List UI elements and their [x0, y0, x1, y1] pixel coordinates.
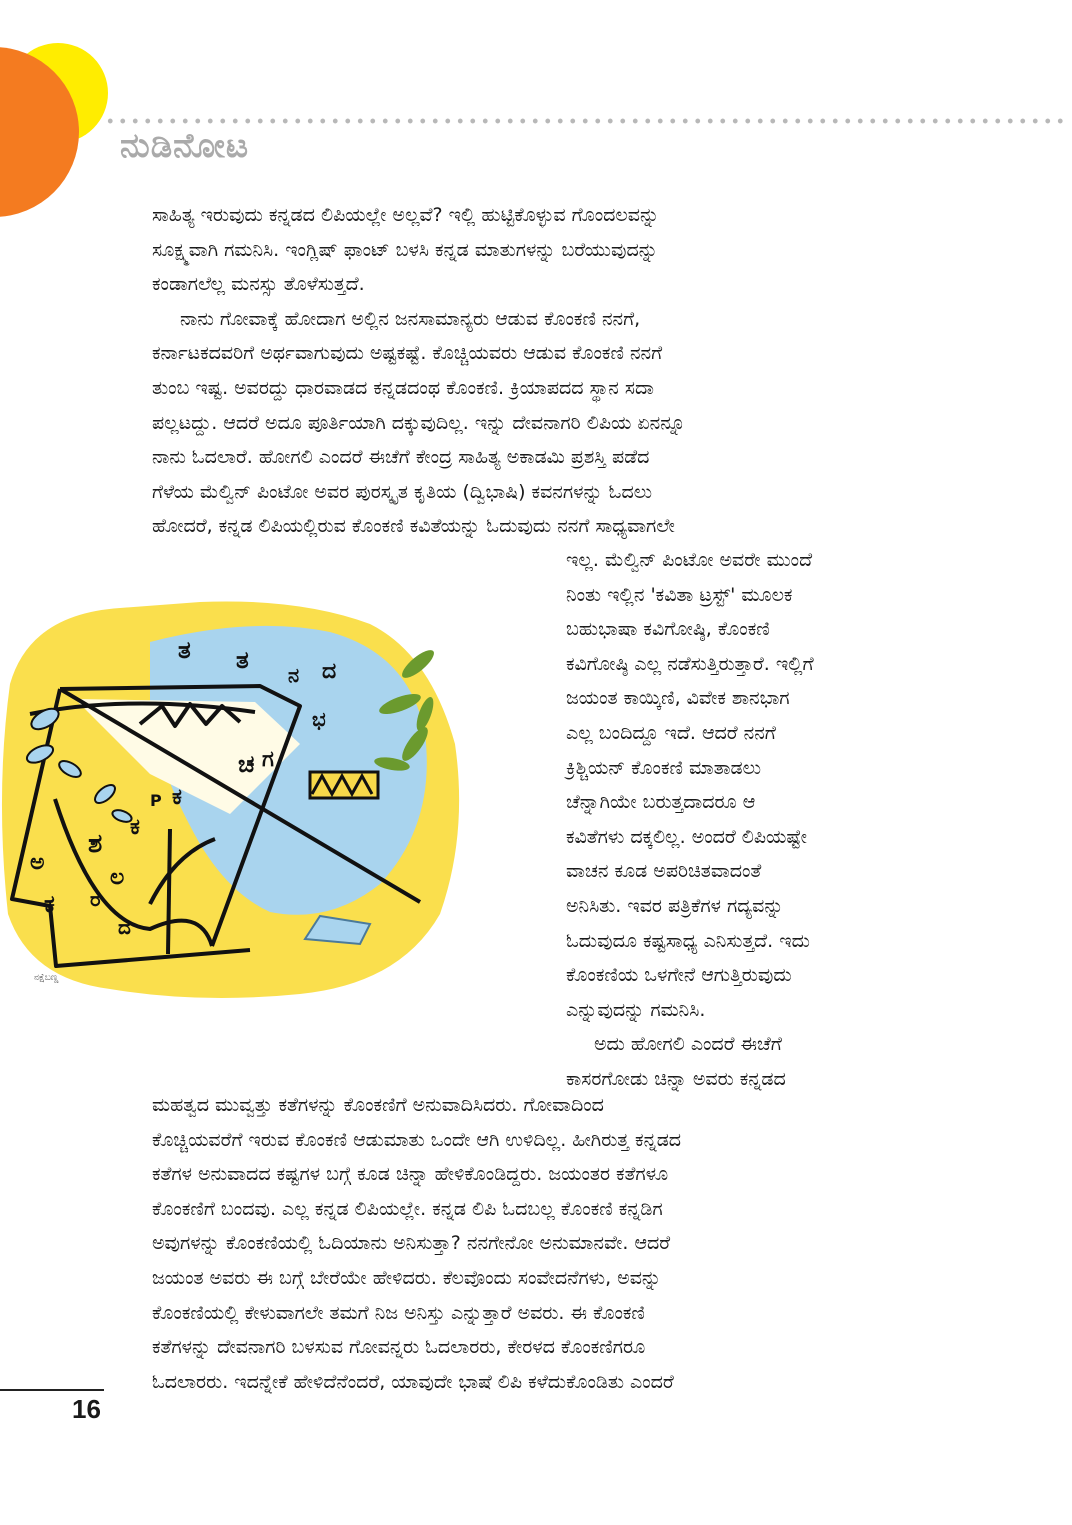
- script-illustration: [0, 594, 470, 1014]
- text-line: ಕ್ರಿಶ್ಚಿಯನ್ ಕೊಂಕಣಿ ಮಾತಾಡಲು: [566, 756, 761, 779]
- glyph: ಭ: [312, 707, 326, 731]
- text-line: ಓದಲಾರರು. ಇದನ್ನೇಕೆ ಹೇಳಿದೆನೆಂದರೆ, ಯಾವುದೇ ಭಾಷೆ ಲಿಪಿ ಕಳೆದುಕೊಂಡಿತು ಎಂದರೆ: [152, 1370, 674, 1393]
- text-line: ಮಹತ್ವದ ಮುವ್ವತ್ತು ಕತೆಗಳನ್ನು ಕೊಂಕಣಿಗೆ ಅನುವಾದಿಸಿದರು. ಗೋವಾದಿಂದ: [152, 1094, 604, 1116]
- text-line: ನಿಂತು ಇಲ್ಲಿನ 'ಕವಿತಾ ಟ್ರಸ್ಟ್' ಮೂಲಕ: [566, 583, 793, 606]
- text-line: ಜಯಂತ ಅವರು ಈ ಬಗ್ಗೆ ಬೇರೆಯೇ ಹೇಳಿದರು. ಕೆಲವೊಂದು ಸಂವೇದನೆಗಳು, ಅವನ್ನು: [152, 1266, 662, 1289]
- glyph: ಕ: [44, 890, 55, 918]
- glyph: ಲ: [110, 865, 125, 890]
- glyph: ತ: [236, 646, 249, 674]
- text-line: ಎಲ್ಲ ಬಂದಿದ್ದೂ ಇದೆ. ಆದರೆ ನನಗೆ: [566, 721, 776, 744]
- glyph: ರ: [90, 887, 101, 911]
- text-line: ಕಾಸರಗೋಡು ಚಿನ್ನಾ ಅವರು ಕನ್ನಡದ: [566, 1067, 786, 1090]
- glyph: ಗ: [262, 747, 274, 772]
- text-line: ಕೊಂಕಣಿಯ ಒಳಗೇನೆ ಆಗುತ್ತಿರುವುದು: [566, 964, 792, 987]
- artist-signature: ನಕ್ಷೆಬಣ್ಣ: [34, 973, 59, 983]
- section-title: ನುಡಿನೋಟ: [120, 126, 250, 166]
- pattern-band: [310, 772, 378, 798]
- glyph: ನ: [288, 663, 300, 687]
- glyph: ದ: [322, 659, 337, 684]
- glyph: P: [150, 791, 162, 810]
- text-line: ಸಾಹಿತ್ಯ ಇರುವುದು ಕನ್ನಡದ ಲಿಪಿಯಲ್ಲೇ ಅಲ್ಲವೆ? ಇಲ್ಲಿ ಹುಟ್ಟಿಕೊಳ್ಳುವ ಗೊಂದಲವನ್ನು: [152, 204, 660, 226]
- text-line: ವಾಚನ ಕೂಡ ಅಪರಿಚಿತವಾದಂತೆ: [566, 860, 762, 883]
- text-line: ನಾನು ಗೋವಾಕ್ಕೆ ಹೋದಾಗ ಅಲ್ಲಿನ ಜನಸಾಮಾನ್ಯರು ಆಡುವ ಕೊಂಕಣಿ ನನಗೆ,: [180, 307, 641, 330]
- text-line: ಕೊಚ್ಚಿಯವರೆಗೆ ಇರುವ ಕೊಂಕಣಿ ಆಡುಮಾತು ಒಂದೇ ಆಗಿ ಉಳಿದಿಲ್ಲ. ಹೀಗಿರುತ್ತ ಕನ್ನಡದ: [152, 1128, 682, 1151]
- text-line: ಕೊಂಕಣಿಗೆ ಬಂದವು. ಎಲ್ಲ ಕನ್ನಡ ಲಿಪಿಯಲ್ಲೇ. ಕನ್ನಡ ಲಿಪಿ ಓದಬಲ್ಲ ಕೊಂಕಣಿ ಕನ್ನಡಿಗ: [152, 1197, 663, 1220]
- body-paragraph-top: [152, 198, 912, 544]
- text-line: ಸೂಕ್ಷ್ಮವಾಗಿ ಗಮನಿಸಿ. ಇಂಗ್ಲಿಷ್ ಫಾಂಟ್ ಬಳಸಿ ಕನ್ನಡ ಮಾತುಗಳನ್ನು ಬರೆಯುವುದನ್ನು: [152, 238, 658, 261]
- text-line: ಎನ್ನುವುದನ್ನು ಗಮನಿಸಿ.: [566, 998, 706, 1021]
- text-line: ಬಹುಭಾಷಾ ಕವಿಗೋಷ್ಠಿ, ಕೊಂಕಣಿ: [566, 618, 770, 641]
- body-paragraph-side: [566, 543, 912, 1097]
- decorative-circles: [0, 0, 130, 220]
- text-line: ಓದುವುದೂ ಕಷ್ಟಸಾಧ್ಯ ಎನಿಸುತ್ತದೆ. ಇದು: [566, 929, 810, 952]
- glyph: ದ: [118, 915, 131, 939]
- glyph: ಶ: [88, 829, 103, 859]
- text-line: ಕವಿತೆಗಳು ದಕ್ಕಲಿಲ್ಲ. ಅಂದರೆ ಲಿಪಿಯಷ್ಟೇ: [566, 825, 807, 848]
- text-line: ನಾನು ಓದಲಾರೆ. ಹೋಗಲಿ ಎಂದರೆ ಈಚೆಗೆ ಕೇಂದ್ರ ಸಾಹಿತ್ಯ ಅಕಾಡಮಿ ಪ್ರಶಸ್ತಿ ಪಡೆದ: [152, 446, 650, 469]
- text-line: ಹೋದರೆ, ಕನ್ನಡ ಲಿಪಿಯಲ್ಲಿರುವ ಕೊಂಕಣಿ ಕವಿತೆಯನ್ನು ಓದುವುದು ನನಗೆ ಸಾಧ್ಯವಾಗಲೇ: [152, 515, 675, 538]
- text-line: ಚೆನ್ನಾಗಿಯೇ ಬರುತ್ತದಾದರೂ ಆ: [566, 791, 756, 814]
- text-line: ಗೆಳೆಯ ಮೆಲ್ವಿನ್ ಪಿಂಟೋ ಅವರ ಪುರಸ್ಕೃತ ಕೃತಿಯ (ದ್ವಿಭಾಷಿ) ಕವನಗಳನ್ನು ಓದಲು: [152, 480, 653, 503]
- text-line: ಅವುಗಳನ್ನು ಕೊಂಕಣಿಯಲ್ಲಿ ಓದಿಯಾನು ಅನಿಸುತ್ತಾ? ನನಗೇನೋ ಅನುಮಾನವೇ. ಆದರೆ: [152, 1232, 671, 1255]
- text-line: ಕೊಂಕಣಿಯಲ್ಲಿ ಕೇಳುವಾಗಲೇ ತಮಗೆ ನಿಜ ಅನಿಸ್ತು ಎನ್ನುತ್ತಾರೆ ಅವರು. ಈ ಕೊಂಕಣಿ: [152, 1301, 645, 1324]
- text-line: ಅದು ಹೋಗಲಿ ಎಂದರೆ ಈಚೆಗೆ: [594, 1033, 782, 1056]
- text-line: ಕತೆಗಳನ್ನು ದೇವನಾಗರಿ ಬಳಸುವ ಗೋವನ್ನರು ಓದಲಾರರು, ಕೇರಳದ ಕೊಂಕಣಿಗರೂ: [152, 1336, 646, 1359]
- glyph: ಅ: [30, 850, 45, 875]
- text-line: ಪಲ್ಲಟದ್ದು. ಆದರೆ ಅದೂ ಪೂರ್ತಿಯಾಗಿ ದಕ್ಕುವುದಿಲ್ಲ. ಇನ್ನು ದೇವನಾಗರಿ ಲಿಪಿಯ ಏನನ್ನೂ: [152, 411, 686, 434]
- page-number: 16: [72, 1394, 101, 1424]
- text-line: ಕರ್ನಾಟಕದವರಿಗೆ ಅರ್ಥವಾಗುವುದು ಅಷ್ಟಕಷ್ಟೆ. ಕೊಚ್ಚಿಯವರು ಆಡುವ ಕೊಂಕಣಿ ನನಗೆ: [152, 342, 663, 365]
- glyph: ಕ: [130, 815, 140, 840]
- text-line: ಜಯಂತ ಕಾಯ್ಕಿಣಿ, ವಿವೇಕ ಶಾನಭಾಗ: [566, 687, 790, 710]
- text-line: ತುಂಬ ಇಷ್ಟ. ಅವರದ್ದು ಧಾರವಾಡದ ಕನ್ನಡದಂಥ ಕೊಂಕಣಿ. ಕ್ರಿಯಾಪದದ ಸ್ಥಾನ ಸದಾ: [152, 376, 654, 399]
- body-paragraph-bottom: [152, 1088, 912, 1399]
- text-line: ಕತೆಗಳ ಅನುವಾದದ ಕಷ್ಟಗಳ ಬಗ್ಗೆ ಕೂಡ ಚಿನ್ನಾ ಹೇಳಿಕೊಂಡಿದ್ದರು. ಜಯಂತರ ಕತೆಗಳೂ: [152, 1163, 669, 1186]
- dotted-header-rule: [104, 118, 1070, 124]
- text-line: ಅನಿಸಿತು. ಇವರ ಪತ್ರಿಕೆಗಳ ಗದ್ಯವನ್ನು: [566, 894, 784, 917]
- glyph: ಚ: [238, 750, 255, 778]
- text-line: ಕಂಡಾಗಲೆಲ್ಲ ಮನಸ್ಸು ತೊಳೆಸುತ್ತದೆ.: [152, 273, 365, 296]
- page-number-rule: [0, 1389, 104, 1391]
- text-line: ಇಲ್ಲ. ಮೆಲ್ವಿನ್ ಪಿಂಟೋ ಅವರೇ ಮುಂದೆ: [566, 549, 813, 571]
- glyph: ತ: [178, 636, 191, 664]
- glyph: ಕ: [172, 785, 182, 810]
- text-line: ಕವಿಗೋಷ್ಠಿ ಎಲ್ಲ ನಡೆಸುತ್ತಿರುತ್ತಾರೆ. ಇಲ್ಲಿಗೆ: [566, 652, 814, 675]
